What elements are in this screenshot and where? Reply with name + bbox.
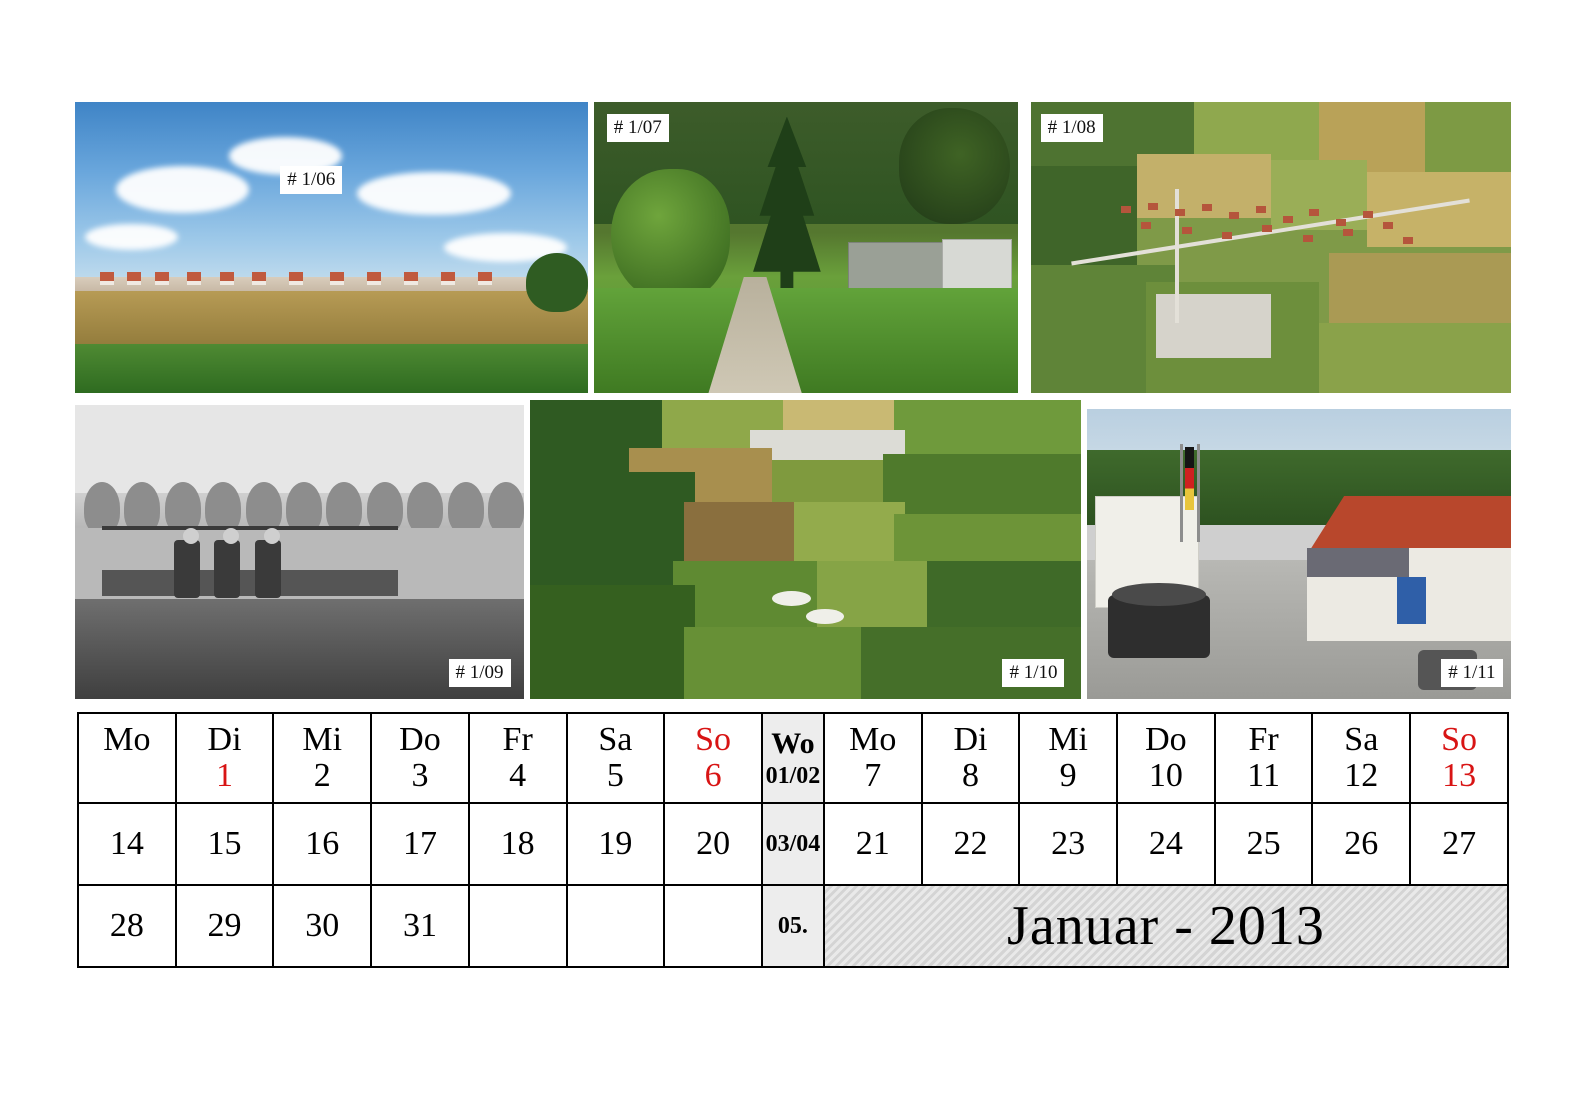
- calendar-table: [77, 712, 1509, 968]
- weekday-label: Mi: [1048, 721, 1089, 759]
- week-number-cell: 05.: [762, 885, 824, 967]
- weekday-label: Di: [953, 721, 988, 759]
- week-number-header: [762, 713, 824, 803]
- cloud: [357, 172, 511, 216]
- photo-1-06: [75, 102, 588, 393]
- day-cell-empty: [469, 885, 567, 967]
- field: [684, 502, 805, 562]
- day-cell: 31: [371, 885, 469, 967]
- photo-1-08: [1031, 102, 1511, 393]
- settlement: [1108, 201, 1444, 282]
- weekday-header-fr-left: [469, 713, 567, 803]
- photo-caption: # 1/06: [280, 166, 342, 194]
- day-cell: 26: [1312, 803, 1410, 885]
- day-cell: 14: [78, 803, 176, 885]
- meadow: [594, 288, 1018, 393]
- footbridge: [102, 570, 398, 596]
- photo-caption: # 1/11: [1441, 659, 1502, 687]
- weekday-header-do-left: [371, 713, 469, 803]
- day-cell: 29: [176, 885, 274, 967]
- person-head: [264, 528, 280, 544]
- calendar-week-row: [78, 803, 1508, 885]
- day-number: 2: [313, 757, 331, 794]
- day-number: 6: [704, 757, 722, 794]
- german-flag: [1185, 447, 1194, 511]
- day-number: 3: [411, 757, 429, 794]
- person: [214, 540, 240, 598]
- flag-pole: [1197, 444, 1200, 543]
- tree: [526, 253, 588, 311]
- weekday-label: Mo: [103, 721, 151, 759]
- day-cell-empty: [664, 885, 762, 967]
- day-number: 5: [606, 757, 624, 794]
- handrail: [102, 526, 398, 530]
- field: [772, 460, 893, 508]
- day-number: 7: [864, 757, 882, 794]
- photo-caption: # 1/09: [449, 659, 511, 687]
- day-number: 10: [1148, 757, 1183, 794]
- house-row: [90, 272, 552, 287]
- meadow: [75, 344, 588, 393]
- settlement: [750, 430, 904, 460]
- day-number: 13: [1442, 757, 1477, 794]
- weekday-header-mo-left: [78, 713, 176, 803]
- day-number: 1: [216, 757, 234, 794]
- photo-1-11: [1087, 409, 1511, 699]
- field: [894, 400, 1081, 454]
- field: [1194, 102, 1319, 160]
- person: [174, 540, 200, 598]
- weekday-label: Fr: [502, 721, 533, 759]
- weekday-header-do-right: [1117, 713, 1215, 803]
- day-cell-sunday: 20: [664, 803, 762, 885]
- weekday-header-sa-right: [1312, 713, 1410, 803]
- building: [848, 242, 943, 291]
- forest: [530, 585, 695, 699]
- weekday-label: So: [1441, 721, 1478, 759]
- industrial-area: [1156, 294, 1271, 358]
- day-cell: 23: [1019, 803, 1117, 885]
- week-number-cell: 03/04: [762, 803, 824, 885]
- field: [894, 514, 1081, 568]
- photo-1-10: [530, 400, 1081, 699]
- day-number: 9: [1059, 757, 1077, 794]
- forest: [883, 454, 1081, 520]
- bush: [611, 169, 730, 303]
- day-cell-sunday: 27: [1410, 803, 1508, 885]
- week-column-label: Wo: [771, 726, 815, 760]
- day-number: [79, 758, 175, 794]
- weekday-label: Fr: [1248, 721, 1279, 759]
- weekday-label: Do: [399, 721, 441, 759]
- photo-1-09: [75, 405, 524, 699]
- bush: [899, 108, 1009, 224]
- person: [255, 540, 281, 598]
- weekday-label: Sa: [1344, 721, 1379, 759]
- weekday-label: Sa: [598, 721, 633, 759]
- day-cell: 30: [273, 885, 371, 967]
- day-number: 8: [961, 757, 979, 794]
- weekday-header-di-left: [176, 713, 274, 803]
- weekday-header-mi-left: [273, 713, 371, 803]
- weekday-label: Mi: [302, 721, 343, 759]
- weekday-header-mi-right: [1019, 713, 1117, 803]
- day-cell: 15: [176, 803, 274, 885]
- day-cell-empty: [567, 885, 665, 967]
- weekday-header-so-right: [1410, 713, 1508, 803]
- forest: [530, 472, 695, 592]
- day-number: 4: [509, 757, 527, 794]
- day-cell: 24: [1117, 803, 1215, 885]
- photo-caption: # 1/07: [607, 114, 669, 142]
- field: [1319, 323, 1511, 393]
- flag-pole: [1180, 444, 1183, 543]
- forest: [927, 561, 1081, 633]
- day-cell: 25: [1215, 803, 1313, 885]
- weekday-header-sa-left: [567, 713, 665, 803]
- weekday-header-so-left: [664, 713, 762, 803]
- weekday-header-mo-right: [824, 713, 922, 803]
- field: [794, 502, 904, 568]
- day-cell: 21: [824, 803, 922, 885]
- weekday-label: Di: [207, 721, 242, 759]
- day-cell: 16: [273, 803, 371, 885]
- photo-1-07: [594, 102, 1018, 393]
- field: [684, 627, 871, 699]
- weekday-header-di-right: [922, 713, 1020, 803]
- calendar-header-row: [78, 713, 1508, 803]
- weekday-label: Mo: [849, 721, 897, 759]
- month-title: Januar - 2013: [824, 885, 1508, 967]
- photo-caption: # 1/10: [1002, 659, 1064, 687]
- visitor-group: [1307, 548, 1409, 577]
- day-cell: 18: [469, 803, 567, 885]
- day-cell: 19: [567, 803, 665, 885]
- photo-caption: # 1/08: [1041, 114, 1103, 142]
- day-cell: 22: [922, 803, 1020, 885]
- building: [942, 239, 1012, 290]
- blue-door: [1397, 577, 1427, 623]
- tank-rim: [1112, 583, 1205, 606]
- weekday-label: Do: [1145, 721, 1187, 759]
- day-cell: 28: [78, 885, 176, 967]
- calendar-week-row: [78, 885, 1508, 967]
- cloud: [116, 166, 249, 213]
- weekday-header-fr-right: [1215, 713, 1313, 803]
- week-number-value: 01/02: [765, 762, 821, 789]
- photo-collage: [75, 102, 1511, 699]
- day-number: 12: [1344, 757, 1379, 794]
- weekday-label: So: [695, 721, 732, 759]
- day-number: 11: [1247, 757, 1280, 794]
- day-cell: 17: [371, 803, 469, 885]
